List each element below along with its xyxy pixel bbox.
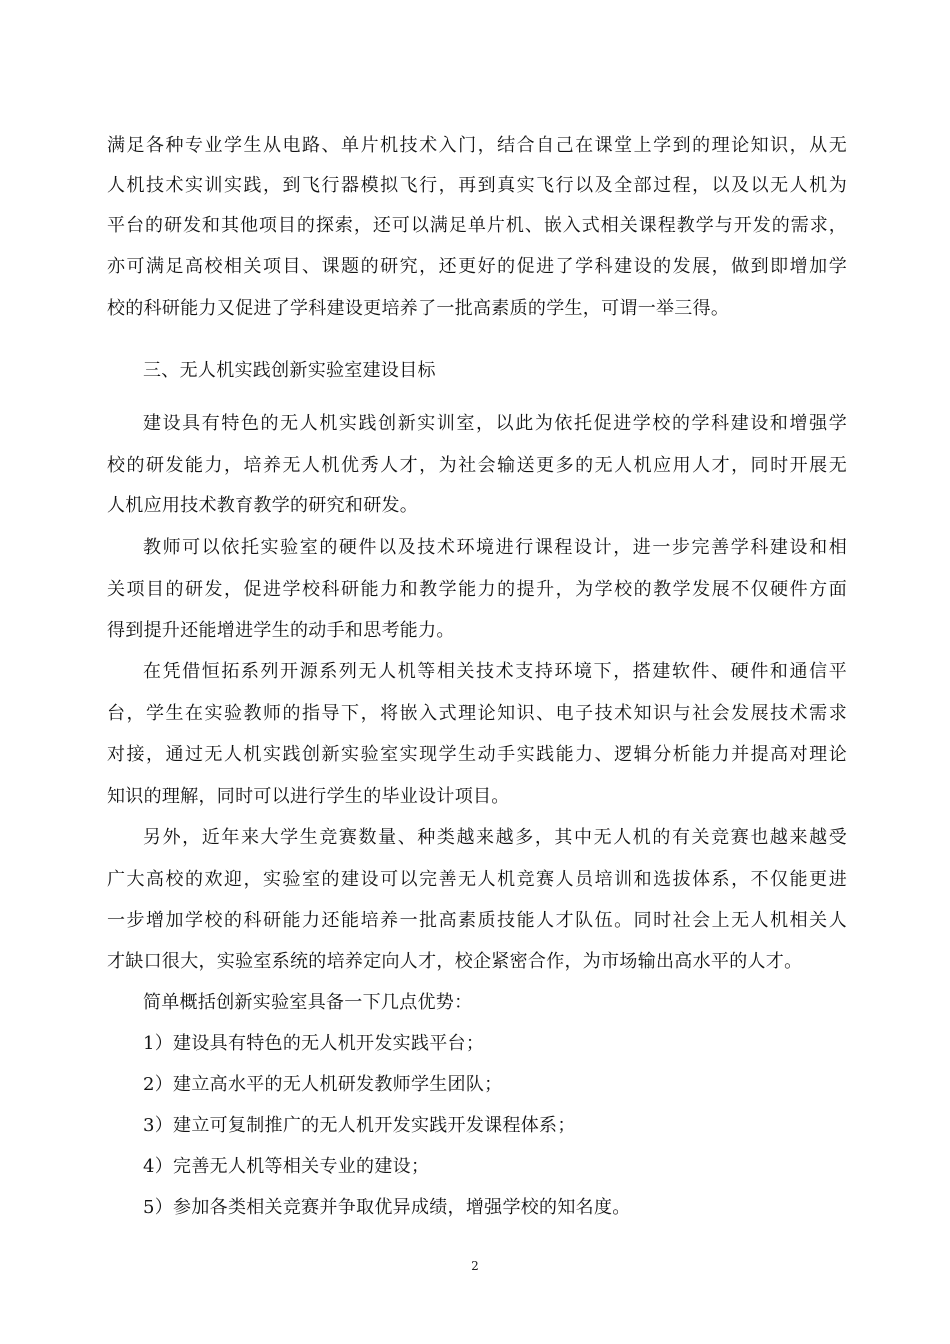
summary-intro: 简单概括创新实验室具备一下几点优势： xyxy=(143,992,473,1013)
paragraph-2-line: 建设具有特色的无人机实践创新实训室，以此为依托促进学校的学科建设和增强学 xyxy=(143,413,847,434)
paragraph-1-line: 人机技术实训实践，到飞行器模拟飞行，再到真实飞行以及全部过程，以及以无人机为 xyxy=(107,175,847,196)
paragraph-5-line: 广大高校的欢迎，实验室的建设可以完善无人机竞赛人员培训和选拔体系，不仅能更进 xyxy=(107,869,847,890)
paragraph-4-line: 知识的理解，同时可以进行学生的毕业设计项目。 xyxy=(107,786,510,807)
advantage-list-item: 5）参加各类相关竞赛并争取优异成绩，增强学校的知名度。 xyxy=(143,1197,631,1218)
paragraph-1-line: 满足各种专业学生从电路、单片机技术入门，结合自己在课堂上学到的理论知识，从无 xyxy=(107,135,847,156)
advantage-list-item: 4）完善无人机等相关专业的建设； xyxy=(143,1156,430,1177)
paragraph-1-line: 平台的研发和其他项目的探索，还可以满足单片机、嵌入式相关课程教学与开发的需求， xyxy=(107,215,847,236)
advantage-list-item: 3）建立可复制推广的无人机开发实践开发课程体系； xyxy=(143,1115,576,1136)
paragraph-3-line: 得到提升还能增进学生的动手和思考能力。 xyxy=(107,620,455,641)
paragraph-2-line: 人机应用技术教育教学的研究和研发。 xyxy=(107,495,419,516)
paragraph-5-line: 一步增加学校的科研能力还能培养一批高素质技能人才队伍。同时社会上无人机相关人 xyxy=(107,910,847,931)
paragraph-4-line: 在凭借恒拓系列开源系列无人机等相关技术支持环境下，搭建软件、硬件和通信平 xyxy=(143,661,847,682)
paragraph-2-line: 校的研发能力，培养无人机优秀人才，为社会输送更多的无人机应用人才，同时开展无 xyxy=(107,455,847,476)
paragraph-3-line: 教师可以依托实验室的硬件以及技术环境进行课程设计，进一步完善学科建设和相 xyxy=(143,537,847,558)
paragraph-1-line: 校的科研能力又促进了学科建设更培养了一批高素质的学生，可谓一举三得。 xyxy=(107,298,730,319)
section-heading: 三、无人机实践创新实验室建设目标 xyxy=(143,360,436,381)
advantage-list-item: 1）建设具有特色的无人机开发实践平台； xyxy=(143,1033,485,1054)
paragraph-4-line: 台，学生在实验教师的指导下，将嵌入式理论知识、电子技术知识与社会发展技术需求 xyxy=(107,703,847,724)
paragraph-1-line: 亦可满足高校相关项目、课题的研究，还更好的促进了学科建设的发展，做到即增加学 xyxy=(107,256,847,277)
page-number: 2 xyxy=(471,1259,479,1273)
advantage-list-item: 2）建立高水平的无人机研发教师学生团队； xyxy=(143,1074,503,1095)
paragraph-5-line: 才缺口很大，实验室系统的培养定向人才，校企紧密合作，为市场输出高水平的人才。 xyxy=(107,951,803,972)
paragraph-3-line: 关项目的研发，促进学校科研能力和教学能力的提升，为学校的教学发展不仅硬件方面 xyxy=(107,579,847,600)
paragraph-4-line: 对接，通过无人机实践创新实验室实现学生动手实践能力、逻辑分析能力并提高对理论 xyxy=(107,744,847,765)
paragraph-5-line: 另外，近年来大学生竞赛数量、种类越来越多，其中无人机的有关竞赛也越来越受 xyxy=(143,827,847,848)
